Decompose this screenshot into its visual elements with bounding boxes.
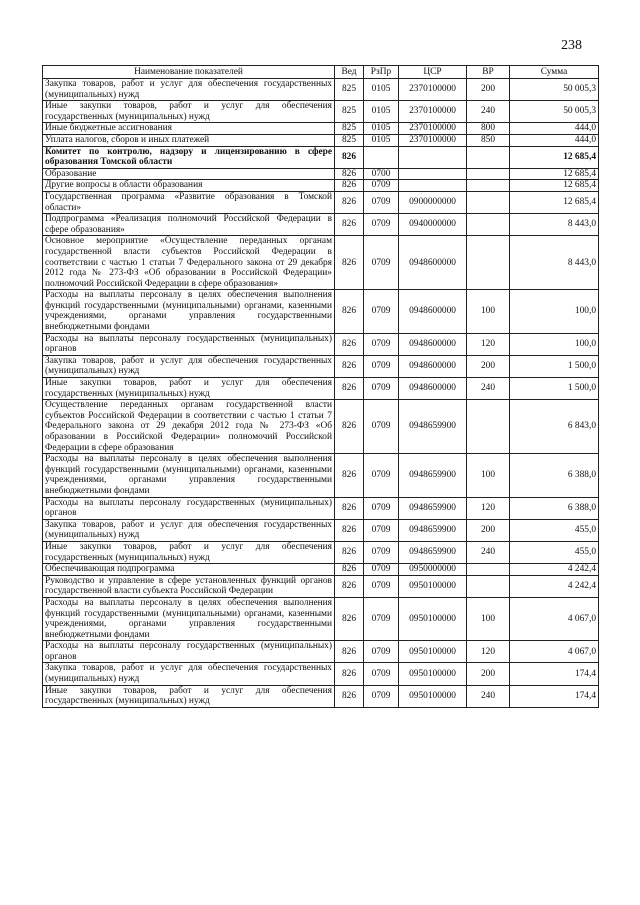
cell-vr: 240	[467, 541, 510, 563]
cell-ved: 826	[335, 146, 364, 168]
cell-name: Образование	[43, 168, 335, 180]
cell-csr: 0950100000	[399, 597, 467, 640]
cell-ved: 825	[335, 101, 364, 123]
cell-vr	[467, 180, 510, 192]
cell-name: Руководство и управление в сфере установленных функций органов государственной власти субъекта Российской Федерации	[43, 575, 335, 597]
cell-ved: 826	[335, 685, 364, 707]
page-number: 238	[561, 38, 582, 53]
cell-name: Закупка товаров, работ и услуг для обеспечения государственных (муниципальных) нужд	[43, 663, 335, 685]
cell-sum: 6 388,0	[510, 454, 599, 497]
cell-ved: 826	[335, 575, 364, 597]
table-row	[43, 101, 599, 123]
cell-sum: 12 685,4	[510, 146, 599, 168]
table-row	[43, 400, 599, 454]
cell-csr	[399, 180, 467, 192]
cell-name: Иные закупки товаров, работ и услуг для обеспечения государственных (муниципальных) нужд	[43, 541, 335, 563]
cell-rzpr: 0709	[364, 564, 399, 576]
cell-name: Обеспечивающая подпрограмма	[43, 564, 335, 576]
cell-csr: 0948659900	[399, 454, 467, 497]
table-row	[43, 236, 599, 290]
header-sum: Сумма	[510, 66, 599, 79]
cell-rzpr: 0709	[364, 685, 399, 707]
table-row	[43, 597, 599, 640]
cell-sum: 444,0	[510, 123, 599, 135]
cell-ved: 826	[335, 400, 364, 454]
table-row	[43, 168, 599, 180]
table-row	[43, 541, 599, 563]
cell-sum: 6 388,0	[510, 497, 599, 519]
cell-name: Расходы на выплаты персоналу в целях обеспечения выполнения функций государственными (муниципальными) органами, казенными учреждениями, органами управления государственными внебюджетными фондами	[43, 290, 335, 333]
cell-sum: 444,0	[510, 134, 599, 146]
cell-ved: 826	[335, 663, 364, 685]
cell-sum: 455,0	[510, 541, 599, 563]
cell-vr: 240	[467, 378, 510, 400]
cell-rzpr: 0709	[364, 400, 399, 454]
budget-table	[42, 65, 599, 708]
cell-vr: 100	[467, 597, 510, 640]
cell-csr: 0950100000	[399, 663, 467, 685]
cell-ved: 826	[335, 168, 364, 180]
cell-vr	[467, 236, 510, 290]
cell-vr	[467, 168, 510, 180]
cell-sum: 6 843,0	[510, 400, 599, 454]
header-rzpr: РзПр	[364, 66, 399, 79]
cell-sum: 174,4	[510, 663, 599, 685]
cell-csr: 0948600000	[399, 355, 467, 377]
cell-ved: 826	[335, 541, 364, 563]
cell-vr	[467, 214, 510, 236]
cell-sum: 455,0	[510, 519, 599, 541]
cell-sum: 50 005,3	[510, 79, 599, 101]
cell-csr: 0948659900	[399, 519, 467, 541]
cell-name: Закупка товаров, работ и услуг для обеспечения государственных (муниципальных) нужд	[43, 355, 335, 377]
cell-ved: 826	[335, 454, 364, 497]
cell-csr: 0948659900	[399, 497, 467, 519]
cell-ved: 826	[335, 378, 364, 400]
table-header-row	[43, 66, 599, 79]
cell-sum: 12 685,4	[510, 168, 599, 180]
cell-name: Иные закупки товаров, работ и услуг для обеспечения государственных (муниципальных) нужд	[43, 378, 335, 400]
cell-name: Расходы на выплаты персоналу государственных (муниципальных) органов	[43, 333, 335, 355]
cell-ved: 825	[335, 123, 364, 135]
cell-ved: 826	[335, 290, 364, 333]
cell-rzpr: 0709	[364, 663, 399, 685]
cell-ved: 826	[335, 333, 364, 355]
table-row	[43, 191, 599, 213]
table-row	[43, 519, 599, 541]
cell-sum: 50 005,3	[510, 101, 599, 123]
cell-sum: 4 242,4	[510, 564, 599, 576]
cell-name: Закупка товаров, работ и услуг для обеспечения государственных (муниципальных) нужд	[43, 519, 335, 541]
cell-csr: 0948600000	[399, 290, 467, 333]
cell-name: Комитет по контролю, надзору и лицензированию в сфере образования Томской области	[43, 146, 335, 168]
cell-rzpr	[364, 146, 399, 168]
cell-vr	[467, 146, 510, 168]
cell-rzpr: 0709	[364, 575, 399, 597]
cell-sum: 4 067,0	[510, 641, 599, 663]
cell-ved: 825	[335, 134, 364, 146]
cell-ved: 826	[335, 497, 364, 519]
cell-vr: 240	[467, 685, 510, 707]
cell-name: Расходы на выплаты персоналу государственных (муниципальных) органов	[43, 497, 335, 519]
cell-ved: 826	[335, 236, 364, 290]
cell-sum: 4 067,0	[510, 597, 599, 640]
table-row	[43, 378, 599, 400]
cell-csr: 0950100000	[399, 641, 467, 663]
cell-csr: 0950000000	[399, 564, 467, 576]
cell-csr	[399, 168, 467, 180]
table-row	[43, 663, 599, 685]
cell-csr: 0950100000	[399, 685, 467, 707]
cell-csr: 0948659900	[399, 400, 467, 454]
cell-rzpr: 0709	[364, 519, 399, 541]
cell-sum: 8 443,0	[510, 214, 599, 236]
cell-rzpr: 0709	[364, 355, 399, 377]
cell-ved: 826	[335, 641, 364, 663]
cell-name: Уплата налогов, сборов и иных платежей	[43, 134, 335, 146]
cell-sum: 100,0	[510, 290, 599, 333]
table-row	[43, 355, 599, 377]
cell-sum: 100,0	[510, 333, 599, 355]
cell-vr	[467, 575, 510, 597]
cell-rzpr: 0105	[364, 101, 399, 123]
table-row	[43, 564, 599, 576]
cell-ved: 826	[335, 564, 364, 576]
cell-rzpr: 0709	[364, 236, 399, 290]
table-row	[43, 685, 599, 707]
cell-rzpr: 0709	[364, 597, 399, 640]
table-row	[43, 454, 599, 497]
cell-vr: 100	[467, 290, 510, 333]
cell-rzpr: 0709	[364, 333, 399, 355]
cell-ved: 826	[335, 355, 364, 377]
cell-name: Другие вопросы в области образования	[43, 180, 335, 192]
cell-ved: 826	[335, 191, 364, 213]
cell-name: Расходы на выплаты персоналу в целях обеспечения выполнения функций государственными (муниципальными) органами, казенными учреждениями, органами управления государственными внебюджетными фондами	[43, 454, 335, 497]
cell-rzpr: 0709	[364, 290, 399, 333]
cell-vr: 850	[467, 134, 510, 146]
cell-csr: 0948659900	[399, 541, 467, 563]
cell-rzpr: 0709	[364, 454, 399, 497]
cell-csr: 0950100000	[399, 575, 467, 597]
cell-ved: 826	[335, 519, 364, 541]
cell-rzpr: 0709	[364, 541, 399, 563]
cell-name: Иные закупки товаров, работ и услуг для обеспечения государственных (муниципальных) нужд	[43, 101, 335, 123]
cell-csr: 2370100000	[399, 134, 467, 146]
cell-vr	[467, 191, 510, 213]
cell-rzpr: 0105	[364, 134, 399, 146]
cell-csr: 0948600000	[399, 236, 467, 290]
cell-ved: 825	[335, 79, 364, 101]
table-row	[43, 641, 599, 663]
cell-vr	[467, 400, 510, 454]
cell-ved: 826	[335, 180, 364, 192]
table-row	[43, 123, 599, 135]
cell-name: Основное мероприятие «Осуществление переданных органам государственной власти субъектов Российской Федерации в соответствии с частью 1 статьи 7 Федерального закона от 29 декабря 2012 года № 273-ФЗ «Об образовании в Российской Федерации» полномочий Российской Федерации в сфере образования»	[43, 236, 335, 290]
cell-csr: 2370100000	[399, 79, 467, 101]
cell-rzpr: 0700	[364, 168, 399, 180]
cell-sum: 8 443,0	[510, 236, 599, 290]
cell-rzpr: 0105	[364, 79, 399, 101]
table-row	[43, 134, 599, 146]
cell-ved: 826	[335, 214, 364, 236]
cell-csr: 2370100000	[399, 123, 467, 135]
cell-sum: 12 685,4	[510, 191, 599, 213]
cell-rzpr: 0105	[364, 123, 399, 135]
cell-name: Государственная программа «Развитие образования в Томской области»	[43, 191, 335, 213]
cell-csr	[399, 146, 467, 168]
table-row	[43, 146, 599, 168]
cell-rzpr: 0709	[364, 191, 399, 213]
cell-vr: 800	[467, 123, 510, 135]
table-row	[43, 214, 599, 236]
cell-sum: 174,4	[510, 685, 599, 707]
cell-csr: 0940000000	[399, 214, 467, 236]
cell-vr: 200	[467, 79, 510, 101]
header-ved: Вед	[335, 66, 364, 79]
cell-vr: 120	[467, 641, 510, 663]
cell-rzpr: 0709	[364, 641, 399, 663]
cell-name: Расходы на выплаты персоналу государственных (муниципальных) органов	[43, 641, 335, 663]
table-row	[43, 575, 599, 597]
cell-sum: 1 500,0	[510, 378, 599, 400]
cell-vr: 100	[467, 454, 510, 497]
table-row	[43, 497, 599, 519]
table-row	[43, 79, 599, 101]
table-row	[43, 180, 599, 192]
header-csr: ЦСР	[399, 66, 467, 79]
cell-name: Закупка товаров, работ и услуг для обеспечения государственных (муниципальных) нужд	[43, 79, 335, 101]
cell-sum: 4 242,4	[510, 575, 599, 597]
cell-rzpr: 0709	[364, 378, 399, 400]
table-row	[43, 333, 599, 355]
cell-vr: 200	[467, 663, 510, 685]
cell-vr: 200	[467, 355, 510, 377]
cell-csr: 0948600000	[399, 333, 467, 355]
cell-name: Подпрограмма «Реализация полномочий Российской Федерации в сфере образования»	[43, 214, 335, 236]
cell-name: Осуществление переданных органам государственной власти субъектов Российской Федерации в соответствии с частью 1 статьи 7 Федерального закона от 29 декабря 2012 года № 273-ФЗ «Об образовании в Российской Федерации» полномочий Российской Федерации в сфере образования	[43, 400, 335, 454]
table-row	[43, 290, 599, 333]
cell-name: Иные закупки товаров, работ и услуг для обеспечения государственных (муниципальных) нужд	[43, 685, 335, 707]
cell-name: Иные бюджетные ассигнования	[43, 123, 335, 135]
cell-rzpr: 0709	[364, 214, 399, 236]
cell-csr: 0948600000	[399, 378, 467, 400]
cell-sum: 12 685,4	[510, 180, 599, 192]
cell-vr: 240	[467, 101, 510, 123]
cell-vr: 120	[467, 497, 510, 519]
cell-csr: 0900000000	[399, 191, 467, 213]
cell-ved: 826	[335, 597, 364, 640]
cell-csr: 2370100000	[399, 101, 467, 123]
cell-name: Расходы на выплаты персоналу в целях обеспечения выполнения функций государственными (муниципальными) органами, казенными учреждениями, органами управления государственными внебюджетными фондами	[43, 597, 335, 640]
header-name: Наименование показателей	[43, 66, 335, 79]
cell-vr: 120	[467, 333, 510, 355]
cell-sum: 1 500,0	[510, 355, 599, 377]
cell-vr: 200	[467, 519, 510, 541]
header-vr: ВР	[467, 66, 510, 79]
cell-vr	[467, 564, 510, 576]
cell-rzpr: 0709	[364, 497, 399, 519]
cell-rzpr: 0709	[364, 180, 399, 192]
